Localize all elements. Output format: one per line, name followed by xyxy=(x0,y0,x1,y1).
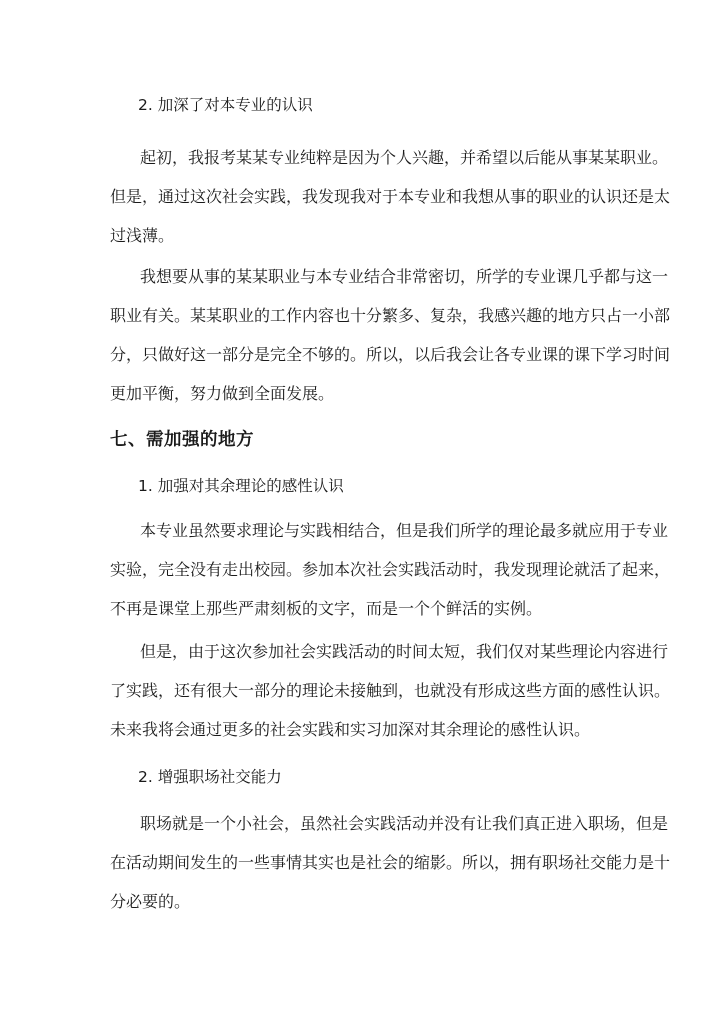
section-title-improvements: 七、需加强的地方 xyxy=(110,430,254,450)
paragraph-line: 实验，完全没有走出校园。参加本次社会实践活动时，我发现理论就活了起来， xyxy=(110,560,671,579)
paragraph-line: 在活动期间发生的一些事情其实也是社会的缩影。所以，拥有职场社交能力是十 xyxy=(110,853,671,872)
paragraph-line: 本专业虽然要求理论与实践相结合，但是我们所学的理论最多就应用于专业 xyxy=(140,521,669,540)
paragraph-line: 职业有关。某某职业的工作内容也十分繁多、复杂，我感兴趣的地方只占一小部 xyxy=(110,306,671,325)
paragraph-line: 我想要从事的某某职业与本专业结合非常密切，所学的专业课几乎都与这一 xyxy=(140,267,669,286)
paragraph-line: 分，只做好这一部分是完全不够的。所以，以后我会让各专业课的课下学习时间 xyxy=(110,345,671,364)
paragraph-line: 更加平衡，努力做到全面发展。 xyxy=(110,384,335,403)
subheading-strengthen-theory: 1. 加强对其余理论的感性认识 xyxy=(138,477,344,495)
paragraph-line: 但是，由于这次参加社会实践活动的时间太短，我们仅对某些理论内容进行 xyxy=(140,642,669,661)
subheading-deepen-understanding: 2. 加深了对本专业的认识 xyxy=(138,96,313,114)
paragraph-line: 未来我将会通过更多的社会实践和实习加深对其余理论的感性认识。 xyxy=(110,720,591,739)
paragraph-line: 过浅薄。 xyxy=(110,226,175,245)
paragraph-line: 不再是课堂上那些严肃刻板的文字，而是一个个鲜活的实例。 xyxy=(110,599,543,618)
paragraph-line: 分必要的。 xyxy=(110,892,191,911)
paragraph-line: 职场就是一个小社会，虽然社会实践活动并没有让我们真正进入职场，但是 xyxy=(140,814,669,833)
subheading-workplace-social: 2. 增强职场社交能力 xyxy=(138,768,282,786)
paragraph-line: 但是，通过这次社会实践，我发现我对于本专业和我想从事的职业的认识还是太 xyxy=(110,187,671,206)
paragraph-line: 了实践，还有很大一部分的理论未接触到，也就没有形成这些方面的感性认识。 xyxy=(110,681,671,700)
paragraph-line: 起初，我报考某某专业纯粹是因为个人兴趣，并希望以后能从事某某职业。 xyxy=(140,148,669,167)
